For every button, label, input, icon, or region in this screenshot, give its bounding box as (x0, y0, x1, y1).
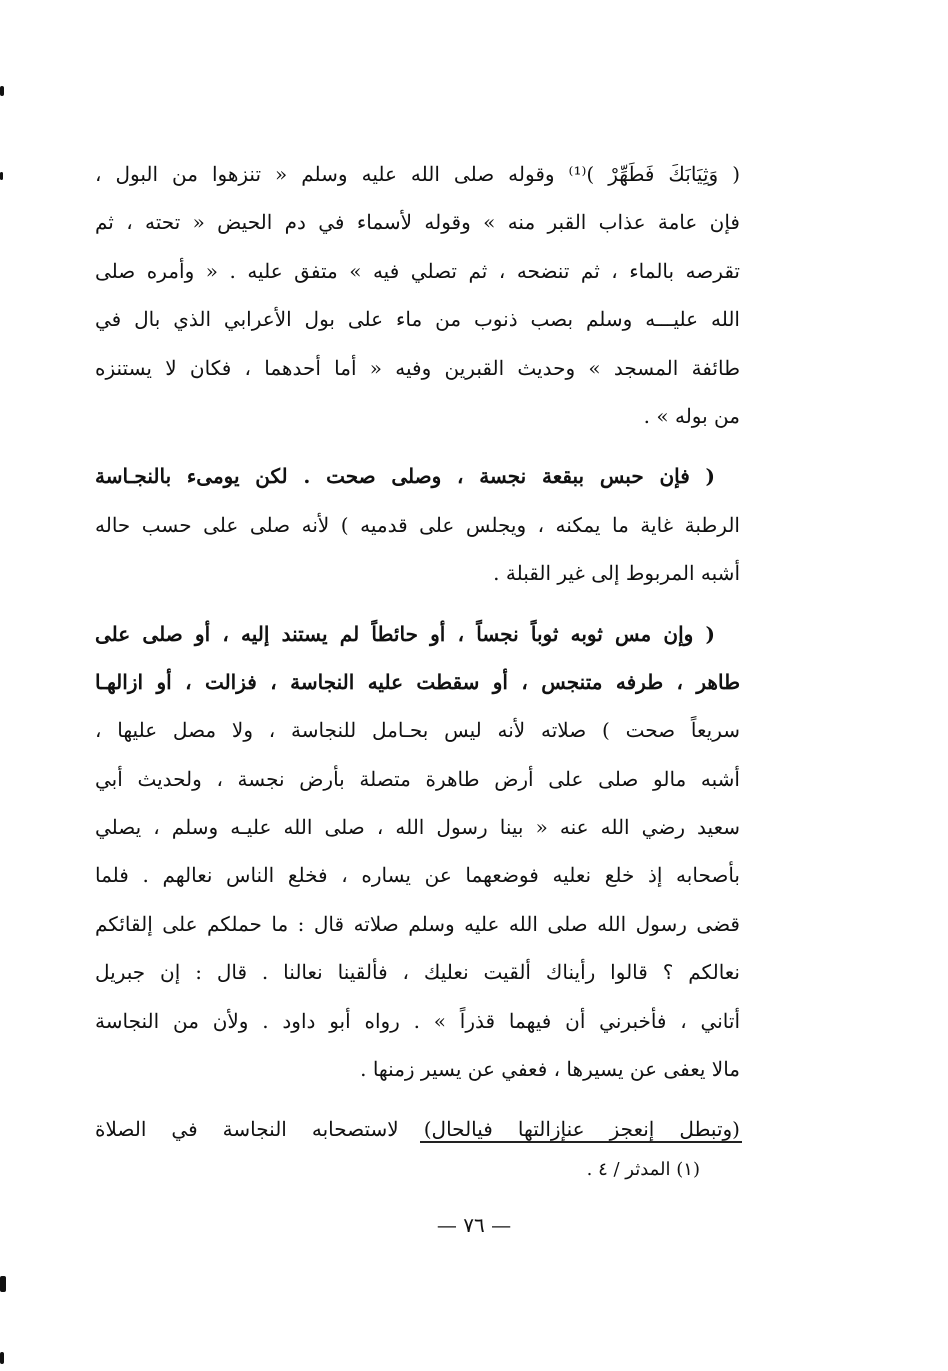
scan-edge-mark (0, 1276, 6, 1292)
text-line: تقرصه بالماء ، ثم تنضحه ، ثم تصلي فيه » متفق عليه . « وأمره صلى (95, 258, 740, 283)
text-line: سريعاً صحت ) صلاته لأنه ليس بحـامل للنجاسة ، ولا مصل عليها ، (95, 718, 740, 743)
text-line: ( وَثِيَابَكَ فَطَهِّرْ )⁽¹⁾ وقوله صلى الله عليه وسلم « تنزهوا من البول ، (95, 162, 740, 186)
paragraph-gap (95, 1093, 740, 1105)
paragraph-gap (95, 598, 740, 610)
text-line: نعالكم ؟ قالوا رأيناك ألقيت نعليك ، فألقينا نعالنا . قال : إن جبريل (95, 960, 740, 985)
text-line: ( فإن حبس ببقعة نجسة ، وصلى صحت . لكن يومىء بالنجـاسة (95, 464, 715, 489)
text-line: فإن عامة عذاب القبر منه » وقوله لأسماء في دم الحيض « تحته ، ثم (95, 210, 740, 235)
text-line: ( وإن مس ثوبه ثوباً نجساً ، أو حائطاً لم يستند إليه ، أو صلى على (95, 621, 715, 646)
text-line: أشبه المربوط إلى غير القبلة . (493, 561, 740, 586)
scan-edge-mark (0, 86, 4, 96)
footnote-separator (420, 1141, 742, 1143)
text-line: سعيد رضي الله عنه « بينا رسول الله ، صلى الله عليـه وسلم ، يصلي (95, 815, 740, 840)
paragraph-gap (95, 440, 740, 452)
text-line: (وتبطل إنعجز عنإزالتها فيالحال) لاستصحابه النجاسة في الصلاة (95, 1117, 740, 1142)
text-line: الله عليـــه وسلم بصب ذنوب من ماء على بول الأعرابي الذي بال في (95, 307, 740, 332)
text-line: مالا يعفى عن يسيرها ، فعفي عن يسير زمنها . (360, 1057, 740, 1082)
footnote: (١) المدثر / ٤ . (586, 1159, 700, 1180)
text-line: طاهر ، طرفه متنجس ، أو سقطت عليه النجاسة ، فزالت ، أو ازالهـا (95, 669, 740, 694)
scan-edge-mark (0, 172, 3, 180)
text-line: بأصحابه إذ خلع نعليه فوضعهما عن يساره ، فخلع الناس نعالهم . فلما (95, 863, 740, 888)
scan-edge-mark (0, 1352, 4, 1364)
text-line: قضى رسول الله صلى الله عليه وسلم صلاته قال : ما حملكم على إلقائكم (95, 911, 740, 936)
text-line: أشبه مالو صلى على أرض طاهرة متصلة بأرض نجسة ، ولحديث أبي (95, 766, 740, 791)
body-text (95, 150, 740, 1154)
text-line: أتاني ، فأخبرني أن فيهما قذراً » . رواه أبو داود . ولأن من النجاسة (95, 1008, 740, 1033)
text-line: من بوله » . (643, 403, 740, 428)
text-line: طائفة المسجد » وحديث القبرين وفيه « أما أحدهما ، فكان لا يستنزه (95, 355, 740, 380)
page-number: — ٧٦ — (436, 1213, 512, 1237)
text-line: الرطبة غاية ما يمكنه ، ويجلس على قدميه ) لأنه صلى على حسب حاله (95, 512, 740, 537)
